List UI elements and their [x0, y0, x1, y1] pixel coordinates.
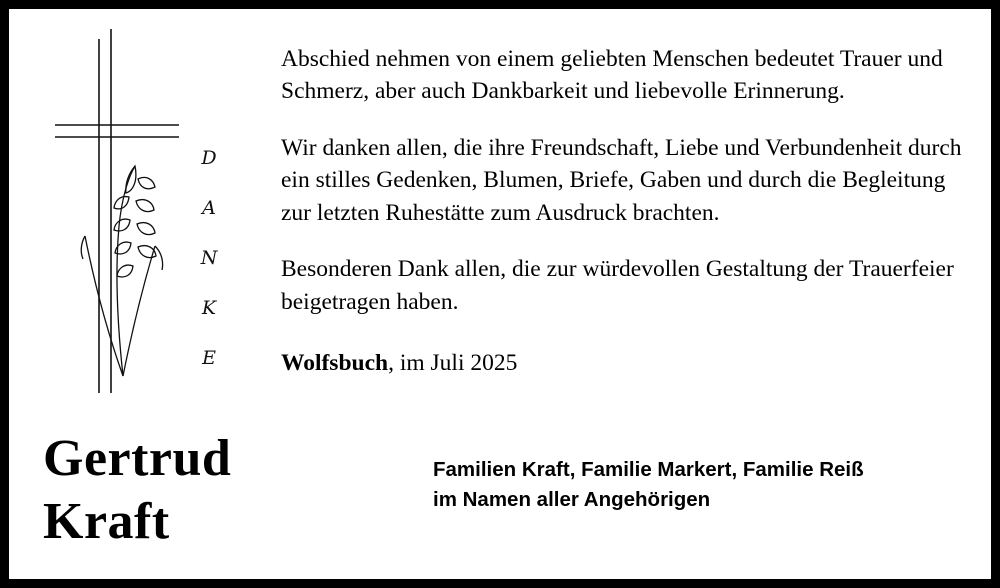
- left-column: [9, 9, 281, 579]
- deceased-name: [43, 427, 283, 554]
- paragraph-3: Besonderen Dank allen, die zur würdevollen Gestaltung der Trauerfeier beigetragen haben.: [281, 256, 954, 315]
- date-text: , im Juli 2025: [388, 349, 518, 376]
- deceased-first-name: Gertrud: [43, 430, 232, 487]
- danke-vertical-letters: [179, 149, 239, 399]
- card-inner: [9, 9, 991, 579]
- danke-letter-e: E: [202, 347, 216, 369]
- paragraph-1: Abschied nehmen von einem geliebten Menschen bedeutet Trauer und Schmerz, aber auch Dankbarkeit und liebevolle Erinnerung.: [281, 46, 943, 105]
- deceased-last-name: Kraft: [43, 493, 170, 551]
- danke-letter-a: A: [202, 197, 216, 219]
- danke-letter-n: N: [200, 247, 218, 269]
- message-column: [281, 43, 971, 379]
- paragraph-2: Wir danken allen, die ihre Freundschaft, Liebe und Verbundenheit durch ein stilles Gedenken, Blumen, Briefe, Gaben und durch die Begleitung zur letzten Ruhestätte zum Ausdruck brachten.: [281, 134, 962, 226]
- cross-icon: [55, 29, 179, 393]
- place-and-date: [281, 348, 971, 379]
- wheat-grain-icon: [81, 166, 162, 376]
- danke-letter-d: D: [201, 147, 217, 169]
- place-name: Wolfsbuch: [281, 349, 389, 376]
- families-signature: [433, 455, 973, 514]
- families-line-2: im Namen aller Angehörigen: [433, 487, 711, 511]
- danke-letter-k: K: [201, 297, 217, 319]
- families-line-1: Familien Kraft, Familie Markert, Familie Reiß: [433, 458, 864, 481]
